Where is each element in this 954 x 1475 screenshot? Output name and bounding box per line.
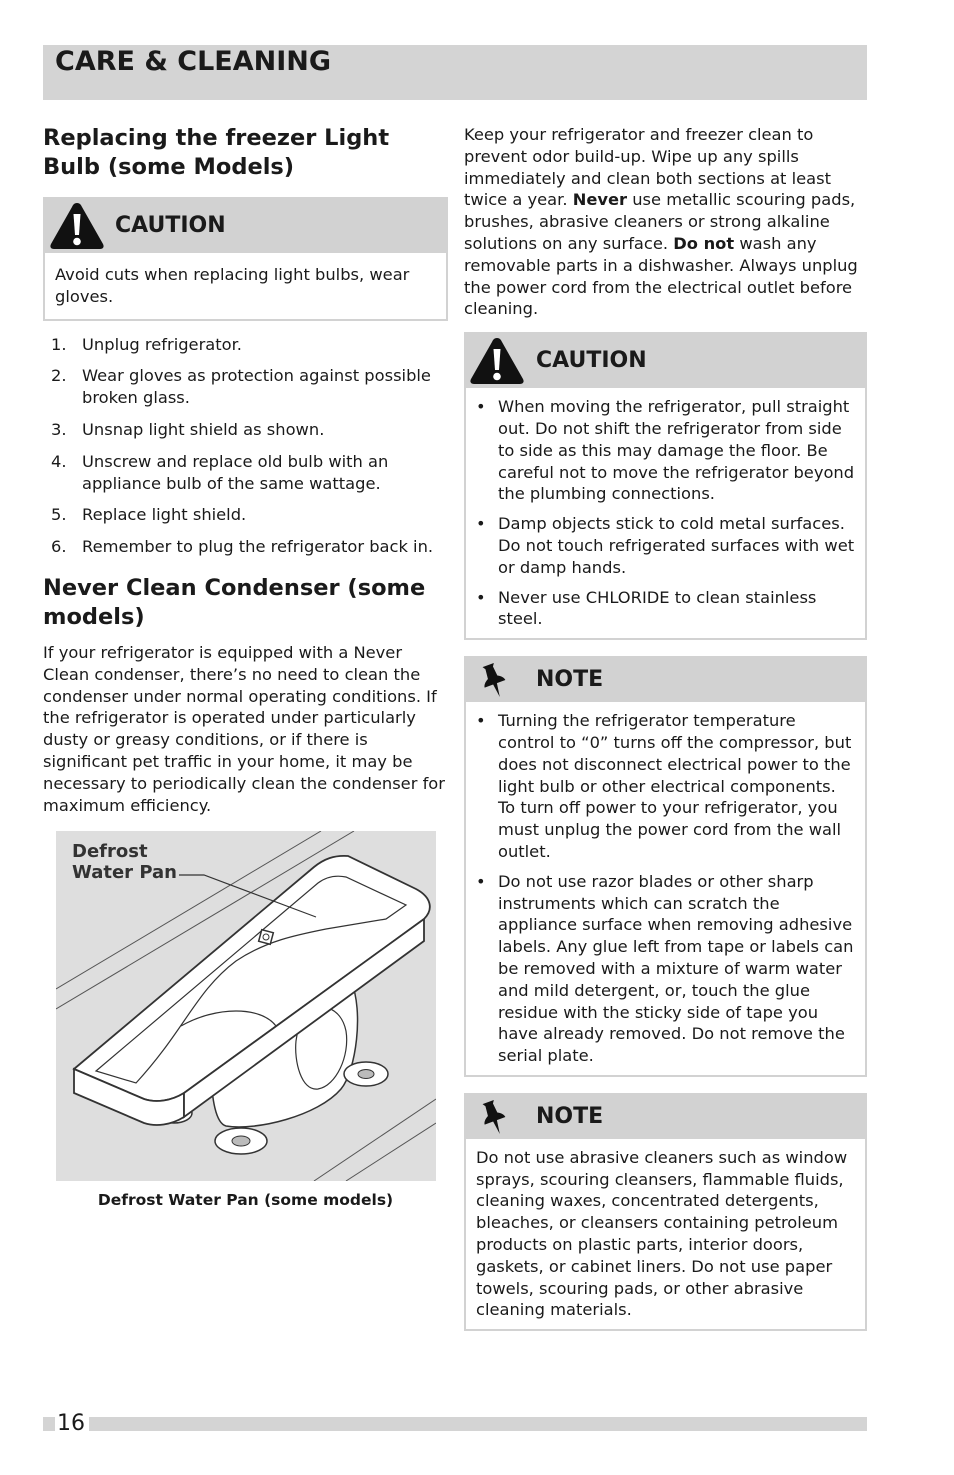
caution-text: Avoid cuts when replacing light bulbs, wear gloves.	[55, 265, 410, 306]
list-item	[43, 536, 448, 558]
figure-label	[72, 841, 177, 883]
figure-caption: Defrost Water Pan (some models)	[97, 1191, 394, 1210]
condenser-section-title: Never Clean Condenser (some models)	[43, 574, 426, 630]
warning-icon	[469, 336, 525, 386]
warning-icon	[49, 201, 105, 251]
right-column	[464, 124, 867, 1331]
note-box-temperature	[464, 656, 867, 1077]
list-item: • Do not use razor blades or other sharp instruments which can scratch the appliance surface when removing adhesive labels. Any glue left from tape or labels can be removed with a mixture of warm water and mild detergent, or, touch the glue residue with the sticky side of tape you have already removed. Do not remove the serial plate.	[476, 871, 855, 1067]
section-title: CARE & CLEANING	[55, 46, 332, 77]
list-item: • When moving the refrigerator, pull straight out. Do not shift the refrigerator from side to side as this may damage the floor. Be careful not to move the refrigerator beyond the plumbing connections.	[476, 396, 855, 505]
note-box-abrasive	[464, 1093, 867, 1331]
note-header	[466, 658, 865, 702]
list-item	[43, 365, 448, 409]
step-text: Unsnap light shield as shown.	[82, 419, 325, 439]
step-number: 5.	[51, 505, 67, 525]
figure-label-line2: Water Pan	[72, 862, 177, 884]
defrost-water-pan-illustration	[56, 831, 436, 1181]
caution-box-bulb	[43, 197, 448, 321]
intro-part1: Keep your refrigerator and freezer clean to prevent odor build-up. Wipe up any spills immediately and clean both sections at least twice a year.	[464, 125, 831, 210]
step-number: 2.	[51, 366, 67, 386]
list-item: • Turning the refrigerator temperature control to “0” turns off the compressor, but does not disconnect electrical power to the light bulb or other electrical components. To turn off power to your refrigerator, you must unplug the power cord from the wall outlet.	[476, 710, 855, 863]
step-number: 1.	[51, 334, 67, 354]
list-item: • Never use CHLORIDE to clean stainless steel.	[476, 587, 855, 631]
note-list	[476, 710, 855, 1067]
intro-part2: use metallic scouring pads, brushes, abrasive cleaners or strong alkaline solutions on any surface.	[464, 190, 856, 253]
step-text: Unplug refrigerator.	[82, 334, 242, 354]
caution-label: CAUTION	[536, 348, 647, 374]
caution-list	[476, 396, 855, 630]
step-text: Unscrew and replace old bulb with an appliance bulb of the same wattage.	[82, 451, 389, 493]
caution-header	[45, 199, 446, 253]
pushpin-icon	[480, 1098, 510, 1138]
page-number: 16	[55, 1411, 89, 1437]
step-number: 3.	[51, 419, 67, 439]
bulb-section-title: Replacing the freezer Light Bulb (some Models)	[43, 125, 390, 180]
note-header	[466, 1095, 865, 1139]
note-text: Do not use abrasive cleaners such as window sprays, scouring cleansers, flammable fluids, cleaning waxes, concentrated detergents, bleaches, or cleansers containing petroleum products on plastic parts, interior doors, gaskets, or cabinet liners. Do not use paper towels, scouring pads, or other abrasive cleaning materials.	[476, 1147, 848, 1320]
caution-header	[466, 334, 865, 388]
step-number: 6.	[51, 537, 67, 557]
footer-bar	[43, 1417, 867, 1431]
list-item	[43, 334, 448, 356]
figure-label-line1: Defrost	[72, 841, 148, 863]
section-header-bar	[43, 45, 867, 100]
list-item: • Damp objects stick to cold metal surfaces. Do not touch refrigerated surfaces with wet or damp hands.	[476, 513, 855, 578]
step-text: Replace light shield.	[82, 505, 247, 525]
bulb-steps-list	[43, 334, 448, 558]
list-item	[43, 419, 448, 441]
condenser-text: If your refrigerator is equipped with a Never Clean condenser, there’s no need to clean the condenser under normal operating conditions. If the refrigerator is operated under particularly dusty or greasy conditions, or if there is significant pet traffic in your home, it may be necessary to periodically clean the condenser for maximum efficiency.	[43, 642, 445, 815]
intro-bold-do-not: Do not	[673, 233, 735, 253]
defrost-water-pan-figure	[56, 831, 436, 1181]
caution-box-moving	[464, 332, 867, 640]
step-text: Wear gloves as protection against possible broken glass.	[82, 366, 431, 408]
list-item	[43, 504, 448, 526]
note-label: NOTE	[536, 667, 604, 693]
list-item	[43, 451, 448, 495]
caution-label: CAUTION	[115, 213, 226, 238]
intro-bold-never: Never	[572, 190, 628, 210]
note-label: NOTE	[536, 1103, 604, 1129]
step-text: Remember to plug the refrigerator back in.	[82, 537, 434, 557]
step-number: 4.	[51, 451, 67, 471]
pushpin-icon	[480, 661, 510, 701]
cleaning-intro-text	[464, 124, 867, 320]
left-column	[43, 124, 448, 1209]
intro-part3: wash any removable parts in a dishwasher. Always unplug the power cord from the electrical outlet before cleaning.	[464, 233, 858, 319]
